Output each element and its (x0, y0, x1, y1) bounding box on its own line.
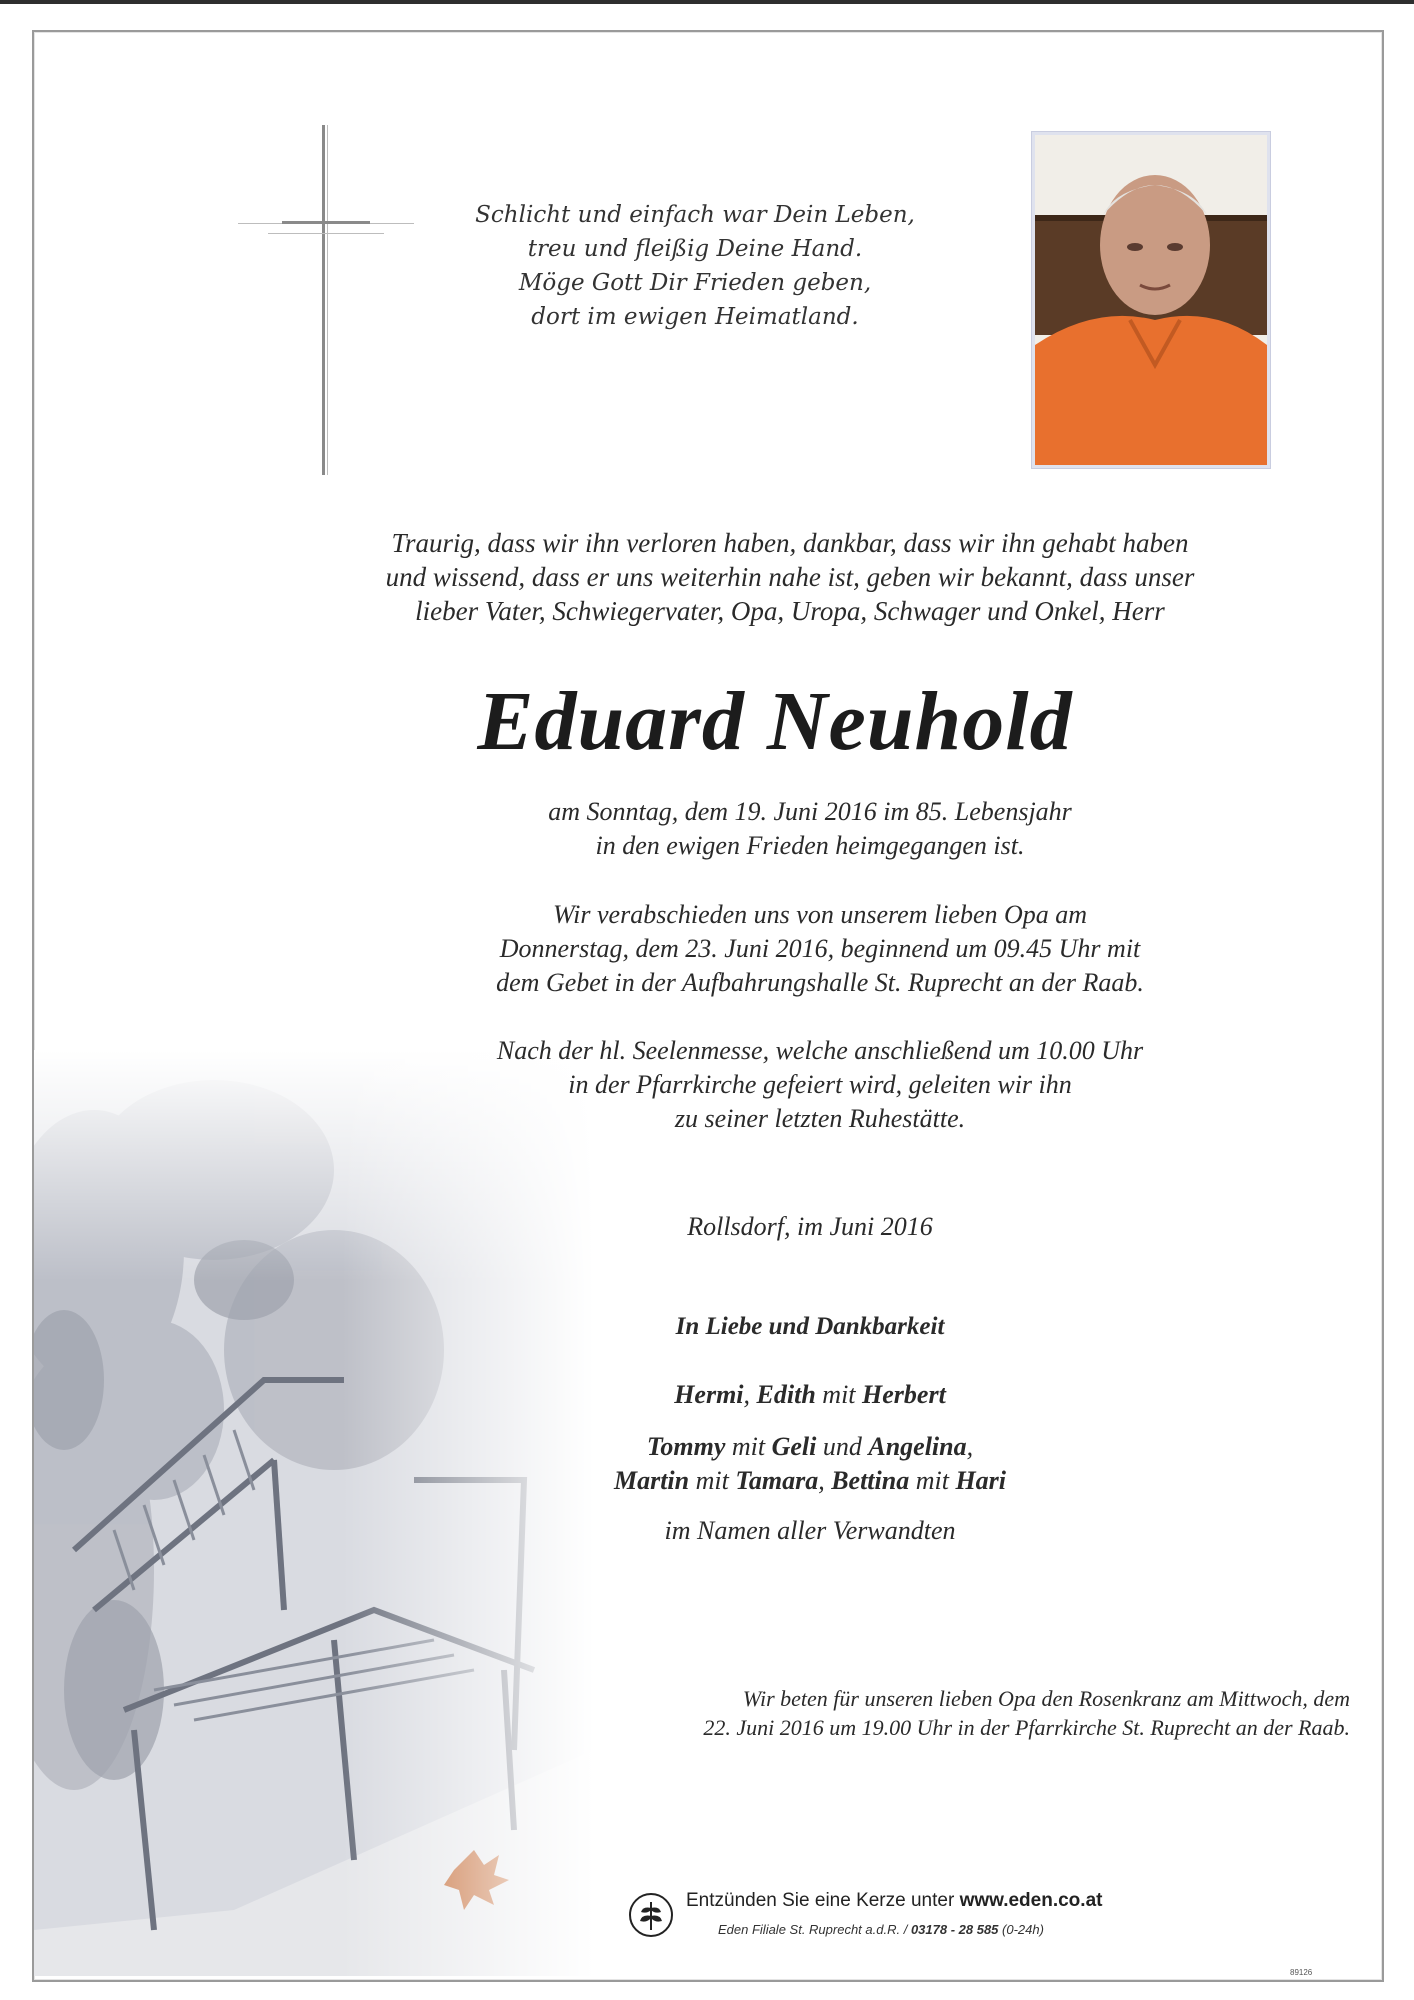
family-name: Geli (771, 1432, 817, 1461)
website-link[interactable]: www.eden.co.at (959, 1890, 1103, 1911)
phone-hours: (0-24h) (998, 1922, 1044, 1937)
family-connector: mit (725, 1432, 772, 1461)
top-border-line (0, 0, 1414, 4)
death-line: am Sonntag, dem 19. Juni 2016 im 85. Lebensjahr (548, 797, 1072, 826)
family-connector: und (816, 1432, 869, 1461)
family-connector: , (966, 1432, 974, 1461)
farewell-line: dem Gebet in der Aufbahrungshalle St. Ruprecht an der Raab. (496, 968, 1144, 997)
family-name: Hermi (674, 1380, 744, 1409)
family-name: Tamara (735, 1466, 819, 1495)
death-line: in den ewigen Frieden heimgegangen ist. (595, 831, 1025, 860)
mass-details (400, 1034, 1240, 1136)
family-name: Angelina (868, 1432, 967, 1461)
intro-line: Traurig, dass wir ihn verloren haben, dankbar, dass wir ihn gehabt haben (391, 528, 1189, 558)
farewell-line: Donnerstag, dem 23. Juni 2016, beginnend um 09.45 Uhr mit (499, 934, 1141, 963)
verse-line: treu und fleißig Deine Hand. (527, 236, 863, 262)
family-name: Tommy (646, 1432, 726, 1461)
farewell-details (380, 898, 1260, 1000)
verse-line: Möge Gott Dir Frieden geben, (518, 270, 872, 296)
eden-leaf-logo-icon (628, 1892, 674, 1938)
announcement-intro (300, 526, 1280, 628)
mass-line: in der Pfarrkirche gefeiert wird, geleiten wir ihn (568, 1070, 1072, 1099)
family-connector: mit (909, 1466, 956, 1495)
branch-info (718, 1922, 1044, 1937)
verse-line: Schlicht und einfach war Dein Leben, (475, 202, 915, 228)
rosary-line: Wir beten für unseren lieben Opa den Rosenkranz am Mittwoch, dem (742, 1686, 1350, 1711)
family-name: Hari (955, 1466, 1007, 1495)
place-and-date: Rollsdorf, im Juni 2016 (687, 1212, 933, 1241)
rosary-line: 22. Juni 2016 um 19.00 Uhr in der Pfarrkirche St. Ruprecht an der Raab. (703, 1715, 1350, 1740)
candle-text: Entzünden Sie eine Kerze unter (686, 1890, 960, 1911)
family-line-2 (540, 1430, 1080, 1464)
mass-line: zu seiner letzten Ruhestätte. (674, 1104, 966, 1133)
portrait-photo (1032, 132, 1270, 468)
rosary-notice (560, 1684, 1350, 1742)
family-line-3 (540, 1464, 1080, 1498)
family-connector: mit (689, 1466, 736, 1495)
family-connector: mit (815, 1380, 863, 1409)
family-name: Bettina (831, 1466, 910, 1495)
death-notice (420, 795, 1200, 863)
family-line-1 (540, 1378, 1080, 1412)
intro-line: lieber Vater, Schwiegervater, Opa, Uropa, Schwager und Onkel, Herr (415, 596, 1165, 626)
cross-icon (238, 125, 414, 475)
phone-number: 03178 - 28 585 (910, 1922, 999, 1937)
farewell-line: Wir verabschieden uns von unserem lieben Opa am (552, 900, 1088, 929)
bench-background-image (34, 1050, 594, 1976)
branch-name: Eden Filiale St. Ruprecht a.d.R. / (718, 1922, 911, 1937)
deceased-name: Eduard Neuhold (477, 675, 1073, 768)
family-name: Herbert (862, 1380, 946, 1409)
family-name: Edith (756, 1380, 816, 1409)
closing-phrase: In Liebe und Dankbarkeit (675, 1313, 945, 1340)
family-connector: , (743, 1380, 757, 1409)
family-connector: , (818, 1466, 832, 1495)
intro-line: und wissend, dass er uns weiterhin nahe ist, geben wir bekannt, dass unser (385, 562, 1195, 592)
mass-line: Nach der hl. Seelenmesse, welche anschließend um 10.00 Uhr (496, 1036, 1144, 1065)
memorial-verse (470, 198, 920, 334)
verse-line: dort im ewigen Heimatland. (531, 304, 859, 330)
family-name: Martin (613, 1466, 690, 1495)
print-code: 89126 (1290, 1968, 1313, 1977)
relatives-line: im Namen aller Verwandten (664, 1516, 956, 1545)
candle-link-text (686, 1890, 1102, 1912)
